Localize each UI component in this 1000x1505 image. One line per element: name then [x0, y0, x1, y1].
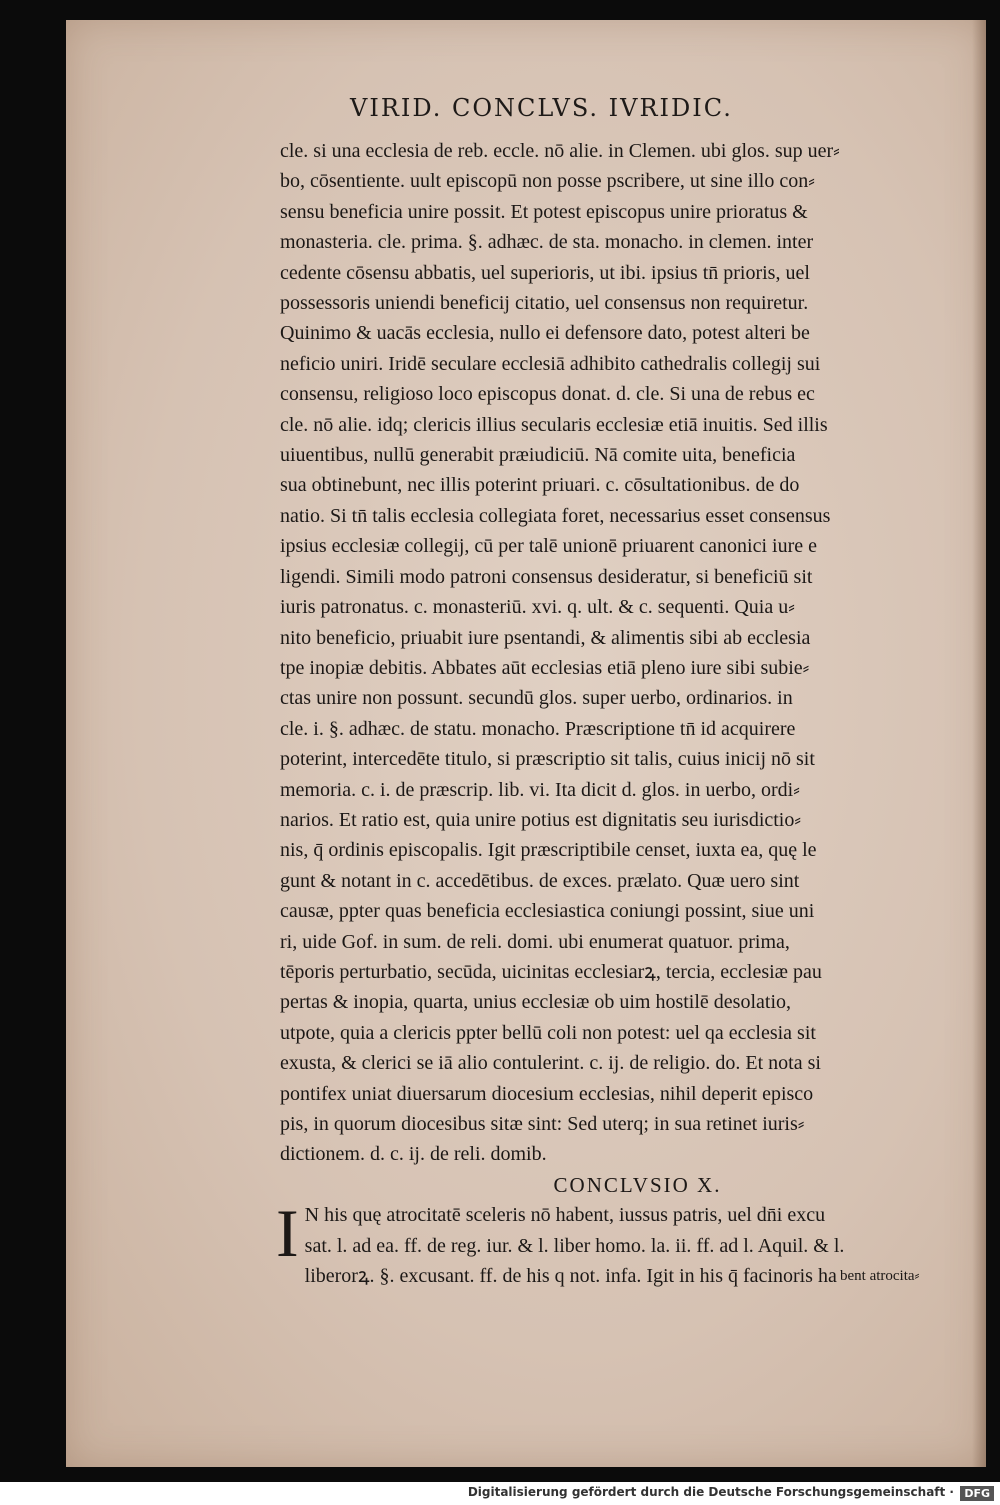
text-line: ri, uide Gof. in sum. de reli. domi. ubi enumerat quatuor. prima,: [280, 930, 790, 953]
text-line: liberorꝝ. §. excusant. ff. de his q not. infa. Igit in his q̄ facinoris ha: [304, 1265, 837, 1288]
text-line: causæ, ppter quas beneficia ecclesiastica coniungi possint, siue uni: [280, 900, 815, 923]
text-line: sua obtinebunt, nec illis poterint priuari. c. cōsultationibus. de do: [280, 474, 800, 497]
text-line: dictionem. d. c. ij. de reli. domib.: [280, 1143, 547, 1166]
catchword: bent atrocita⸗: [840, 1268, 920, 1284]
text-line: ipsius ecclesiæ collegij, cū per talē unionē priuarent canonici iure e: [280, 535, 818, 558]
text-line: iuris patronatus. c. monasteriū. xvi. q. ult. & c. sequenti. Quia u⸗: [280, 596, 795, 619]
text-line: Quinimo & uacās ecclesia, nullo ei defensore dato, potest alteri be: [280, 322, 810, 345]
text-line: cedente cōsensu abbatis, uel superioris, ut ibi. ipsius tn̄ prioris, uel: [280, 261, 810, 284]
page-edge-shadow: [972, 20, 986, 1467]
text-line: natio. Si tn̄ talis ecclesia collegiata foret, necessarius esset consensus: [280, 504, 831, 527]
section-heading: CONCLVSIO X.: [553, 1172, 722, 1197]
dropcap-letter: I: [276, 1195, 299, 1272]
footer-credit: Digitalisierung gefördert durch die Deutsche Forschungsgemeinschaft ·: [467, 1485, 954, 1499]
text-line: ctas unire non possunt. secundū glos. super uerbo, ordinarios. in: [280, 687, 793, 710]
text-line: cle. i. §. adhæc. de statu. monacho. Præscriptione tn̄ id acquirere: [280, 717, 796, 740]
text-line: pis, in quorum diocesibus sitæ sint: Sed uterq; in sua retinet iuris⸗: [280, 1113, 805, 1135]
text-line: cle. nō alie. idq; clericis illius secularis ecclesiæ etiā inuitis. Sed illis: [280, 413, 828, 436]
text-line: sensu beneficia unire possit. Et potest episcopus unire prioratus &: [280, 200, 808, 223]
text-line: narios. Et ratio est, quia unire potius est dignitatis seu iurisdictio⸗: [280, 808, 802, 831]
text-line: cle. si una ecclesia de reb. eccle. nō alie. in Clemen. ubi glos. sup uer⸗: [280, 140, 840, 162]
text-line: nis, q̄ ordinis episcopalis. Igit præscriptibile censet, iuxta ea, quę le: [280, 839, 817, 862]
text-line: pertas & inopia, quarta, unius ecclesiæ ob uim hostilē desolatio,: [280, 991, 792, 1014]
text-line: sat. l. ad ea. ff. de reg. iur. & l. liber homo. la. ii. ff. ad l. Aquil. & l.: [304, 1234, 845, 1257]
text-line: monasteria. cle. prima. §. adhæc. de sta. monacho. in clemen. inter: [280, 231, 814, 254]
text-line: pontifex uniat diuersarum diocesium ecclesias, nihil deperit episco: [280, 1082, 814, 1105]
text-line: nito beneficio, priuabit iure psentandi, & alimentis sibi ab ecclesia: [280, 626, 811, 649]
text-line: N his quę atrocitatē sceleris nō habent, iussus patris, uel dn̄i excu: [304, 1204, 826, 1227]
text-line: consensu, religioso loco episcopus donat. d. cle. Si una de rebus ec: [280, 383, 815, 406]
footer-bar: [0, 1482, 1000, 1505]
text-line: ligendi. Simili modo patroni consensus desideratur, si beneficiū sit: [280, 565, 813, 588]
text-line: memoria. c. i. de præscrip. lib. vi. Ita dicit d. glos. in uerbo, ordi⸗: [280, 778, 800, 801]
text-line: poterint, intercedēte titulo, si præscriptio sit talis, cuius inicij nō sit: [280, 748, 815, 771]
running-head: VIRID. CONCLVS. IVRIDIC.: [350, 94, 733, 122]
text-line: utpote, quia a clericis ppter bellū coli non potest: uel qa ecclesia sit: [280, 1021, 816, 1044]
text-line: bo, cōsentiente. uult episcopū non posse pscribere, ut sine illo con⸗: [280, 170, 815, 193]
body-text: [276, 136, 955, 1291]
text-line: gunt & notant in c. accedētibus. de exces. prælato. Quæ uero sint: [280, 869, 800, 892]
text-lines: [280, 136, 955, 1170]
text-line: exusta, & clerici se iā alio contulerint. c. ij. de religio. do. Et nota si: [280, 1052, 821, 1075]
text-line: tpe inopiæ debitis. Abbates aūt ecclesias etiā pleno iure sibi subie⸗: [280, 656, 810, 679]
dfg-logo: DFG: [960, 1486, 994, 1501]
text-line: uiuentibus, nullū generabit præiudiciū. Nā comite uita, beneficia: [280, 444, 796, 467]
text-line: neficio uniri. Iridē seculare ecclesiā adhibito cathedralis collegij sui: [280, 352, 821, 375]
text-line: tēporis perturbatio, secūda, uicinitas ecclesiarꝝ, tercia, ecclesiæ pau: [280, 960, 822, 983]
text-line: possessoris uniendi beneficij citatio, uel consensus non requiretur.: [280, 292, 809, 315]
